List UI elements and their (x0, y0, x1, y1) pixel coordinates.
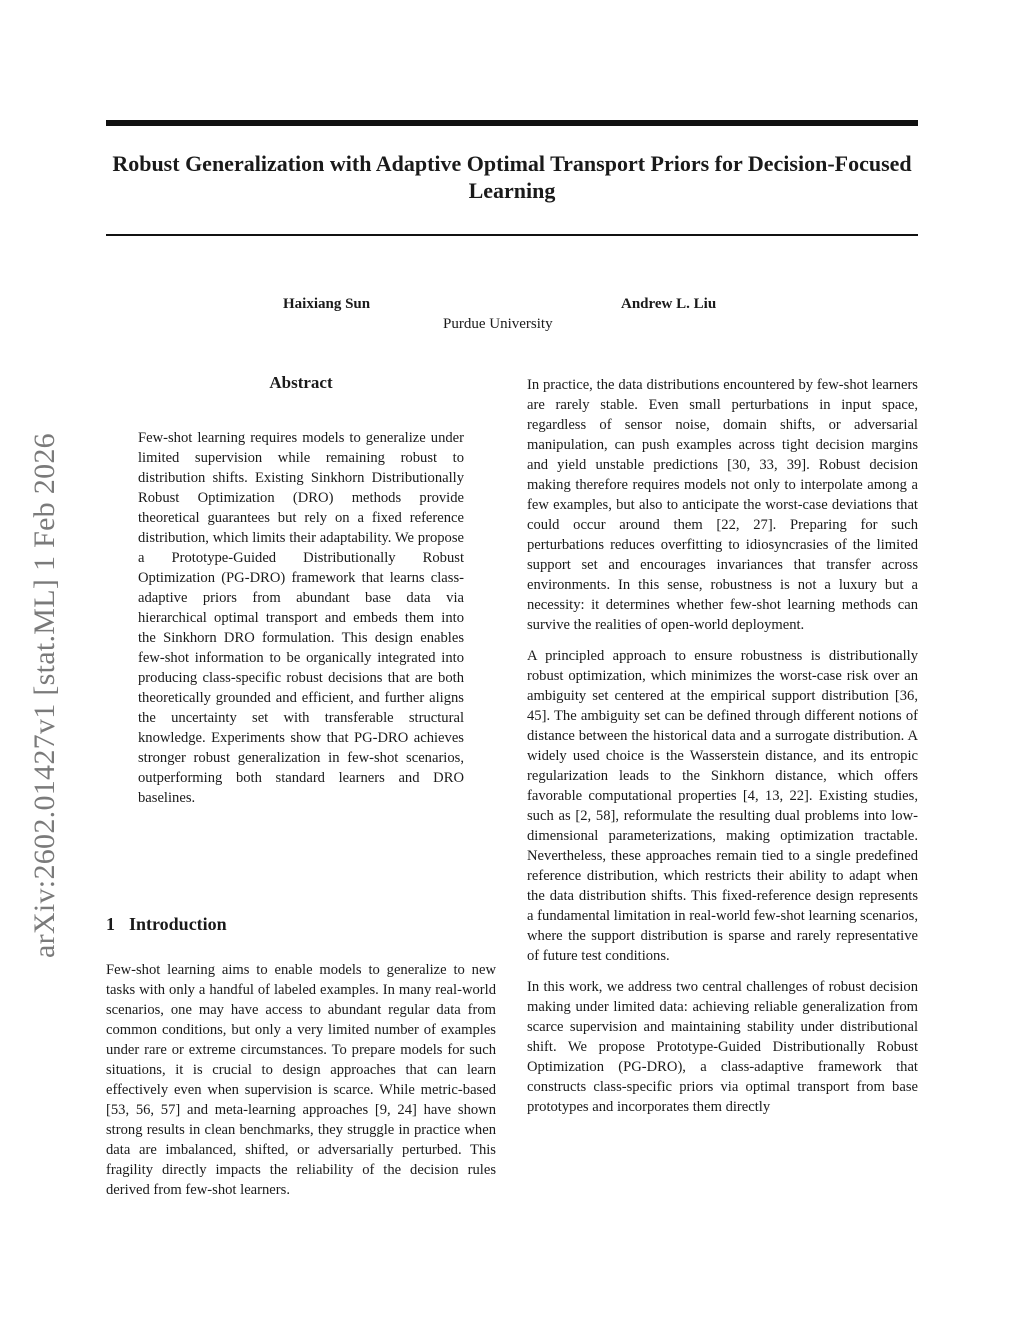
intro-paragraph: In this work, we address two central challenges of robust decision making under limited data: achieving reliable generalization from scarce supervision and maintaining stability under distributional shift. We propose Prototype-Guided Distributionally Robust Optimization (PG-DRO), a class-adaptive framework that constructs class-specific priors via optimal transport from base prototypes and incorporates them directly (527, 979, 918, 1115)
author-name: Haixiang Sun (283, 296, 371, 312)
section-title: Introduction (129, 914, 227, 934)
arxiv-identifier-stamp: arXiv:2602.01427v1 [stat.ML] 1 Feb 2026 (28, 433, 61, 958)
intro-paragraph: A principled approach to ensure robustness is distributionally robust optimization, which minimizes the worst-case risk over an ambiguity set centered at the empirical support distribution [36, 45]. The ambiguity set can be defined through different notions of distance between the historical data and a surrogate distribution. A widely used choice is the Wasserstein distance, and its entropic regularization leads to the Sinkhorn distance, which offers favorable computational properties [4, 13, 22]. Existing studies, such as [2, 58], reformulate the resulting dual problems into low-dimensional parameterizations, making optimization tractable. Nevertheless, these approaches remain tied to a single predefined reference distribution, which restricts their ability to adapt when the data distribution shifts. This fixed-reference design represents a fundamental limitation in real-world few-shot learning scenarios, where the support distribution is sparse and rarely representative of future test conditions. (527, 648, 918, 964)
intro-paragraph: Few-shot learning aims to enable models to generalize to new tasks with only a handful of labeled examples. In many real-world scenarios, one may have access to abundant regular data from common conditions, but only a very limited number of examples under rare or extreme circumstances. To prepare models for such situations, it is crucial to design approaches that can learn effectively even when supervision is scarce. While metric-based [53, 56, 57] and meta-learning approaches [9, 24] have shown strong results in clean benchmarks, they struggle in practice when data are imbalanced, shifted, or adversarially perturbed. This fragility directly impacts the reliability of the decision rules derived from few-shot learners. (106, 962, 496, 1198)
author-affiliation: Purdue University (443, 316, 553, 332)
title-bottom-rule (106, 234, 918, 236)
right-column (527, 375, 918, 1128)
author-name: Andrew L. Liu (621, 296, 717, 312)
abstract-heading: Abstract (269, 373, 333, 392)
section-number: 1 (106, 914, 115, 934)
abstract-text: Few-shot learning requires models to generalize under limited supervision while remaining robust to distribution shifts. Existing Sinkhorn Distributionally Robust Optimization (DRO) methods provide theoretical guarantees but rely on a fixed reference distribution, which limits their adaptability. We propose a Prototype-Guided Distributionally Robust Optimization (PG-DRO) framework that learns class-adaptive priors from abundant base data via hierarchical optimal transport and embeds them into the Sinkhorn DRO formulation. This design enables few-shot information to be organically integrated into producing class-specific robust decisions that are both theoretically grounded and efficient, and further aligns the uncertainty set with transferable structural knowledge. Experiments show that PG-DRO achieves stronger robust generalization in few-shot scenarios, outperforming both standard learners and DRO baselines. (138, 430, 464, 806)
intro-paragraph: In practice, the data distributions encountered by few-shot learners are rarely stable. Even small perturbations in input space, regardless of sensor noise, domain shifts, or adversarial manipulation, can push examples across tight decision margins and yield unstable predictions [30, 33, 39]. Robust decision making therefore requires models not only to interpolate among a few examples, but also to anticipate the worst-case deviations that could occur around them [22, 27]. Preparing for such perturbations reduces overfitting to idiosyncrasies of the limited support set and encourages invariances that transfer across environments. In this sense, robustness is not a luxury but a necessity: it determines whether few-shot learning methods can survive the realities of open-world deployment. (527, 377, 918, 633)
paper-title: Robust Generalization with Adaptive Optimal Transport Priors for Decision-Focused Learning (112, 151, 912, 203)
section-heading-introduction (106, 914, 227, 935)
title-top-rule (106, 120, 918, 126)
